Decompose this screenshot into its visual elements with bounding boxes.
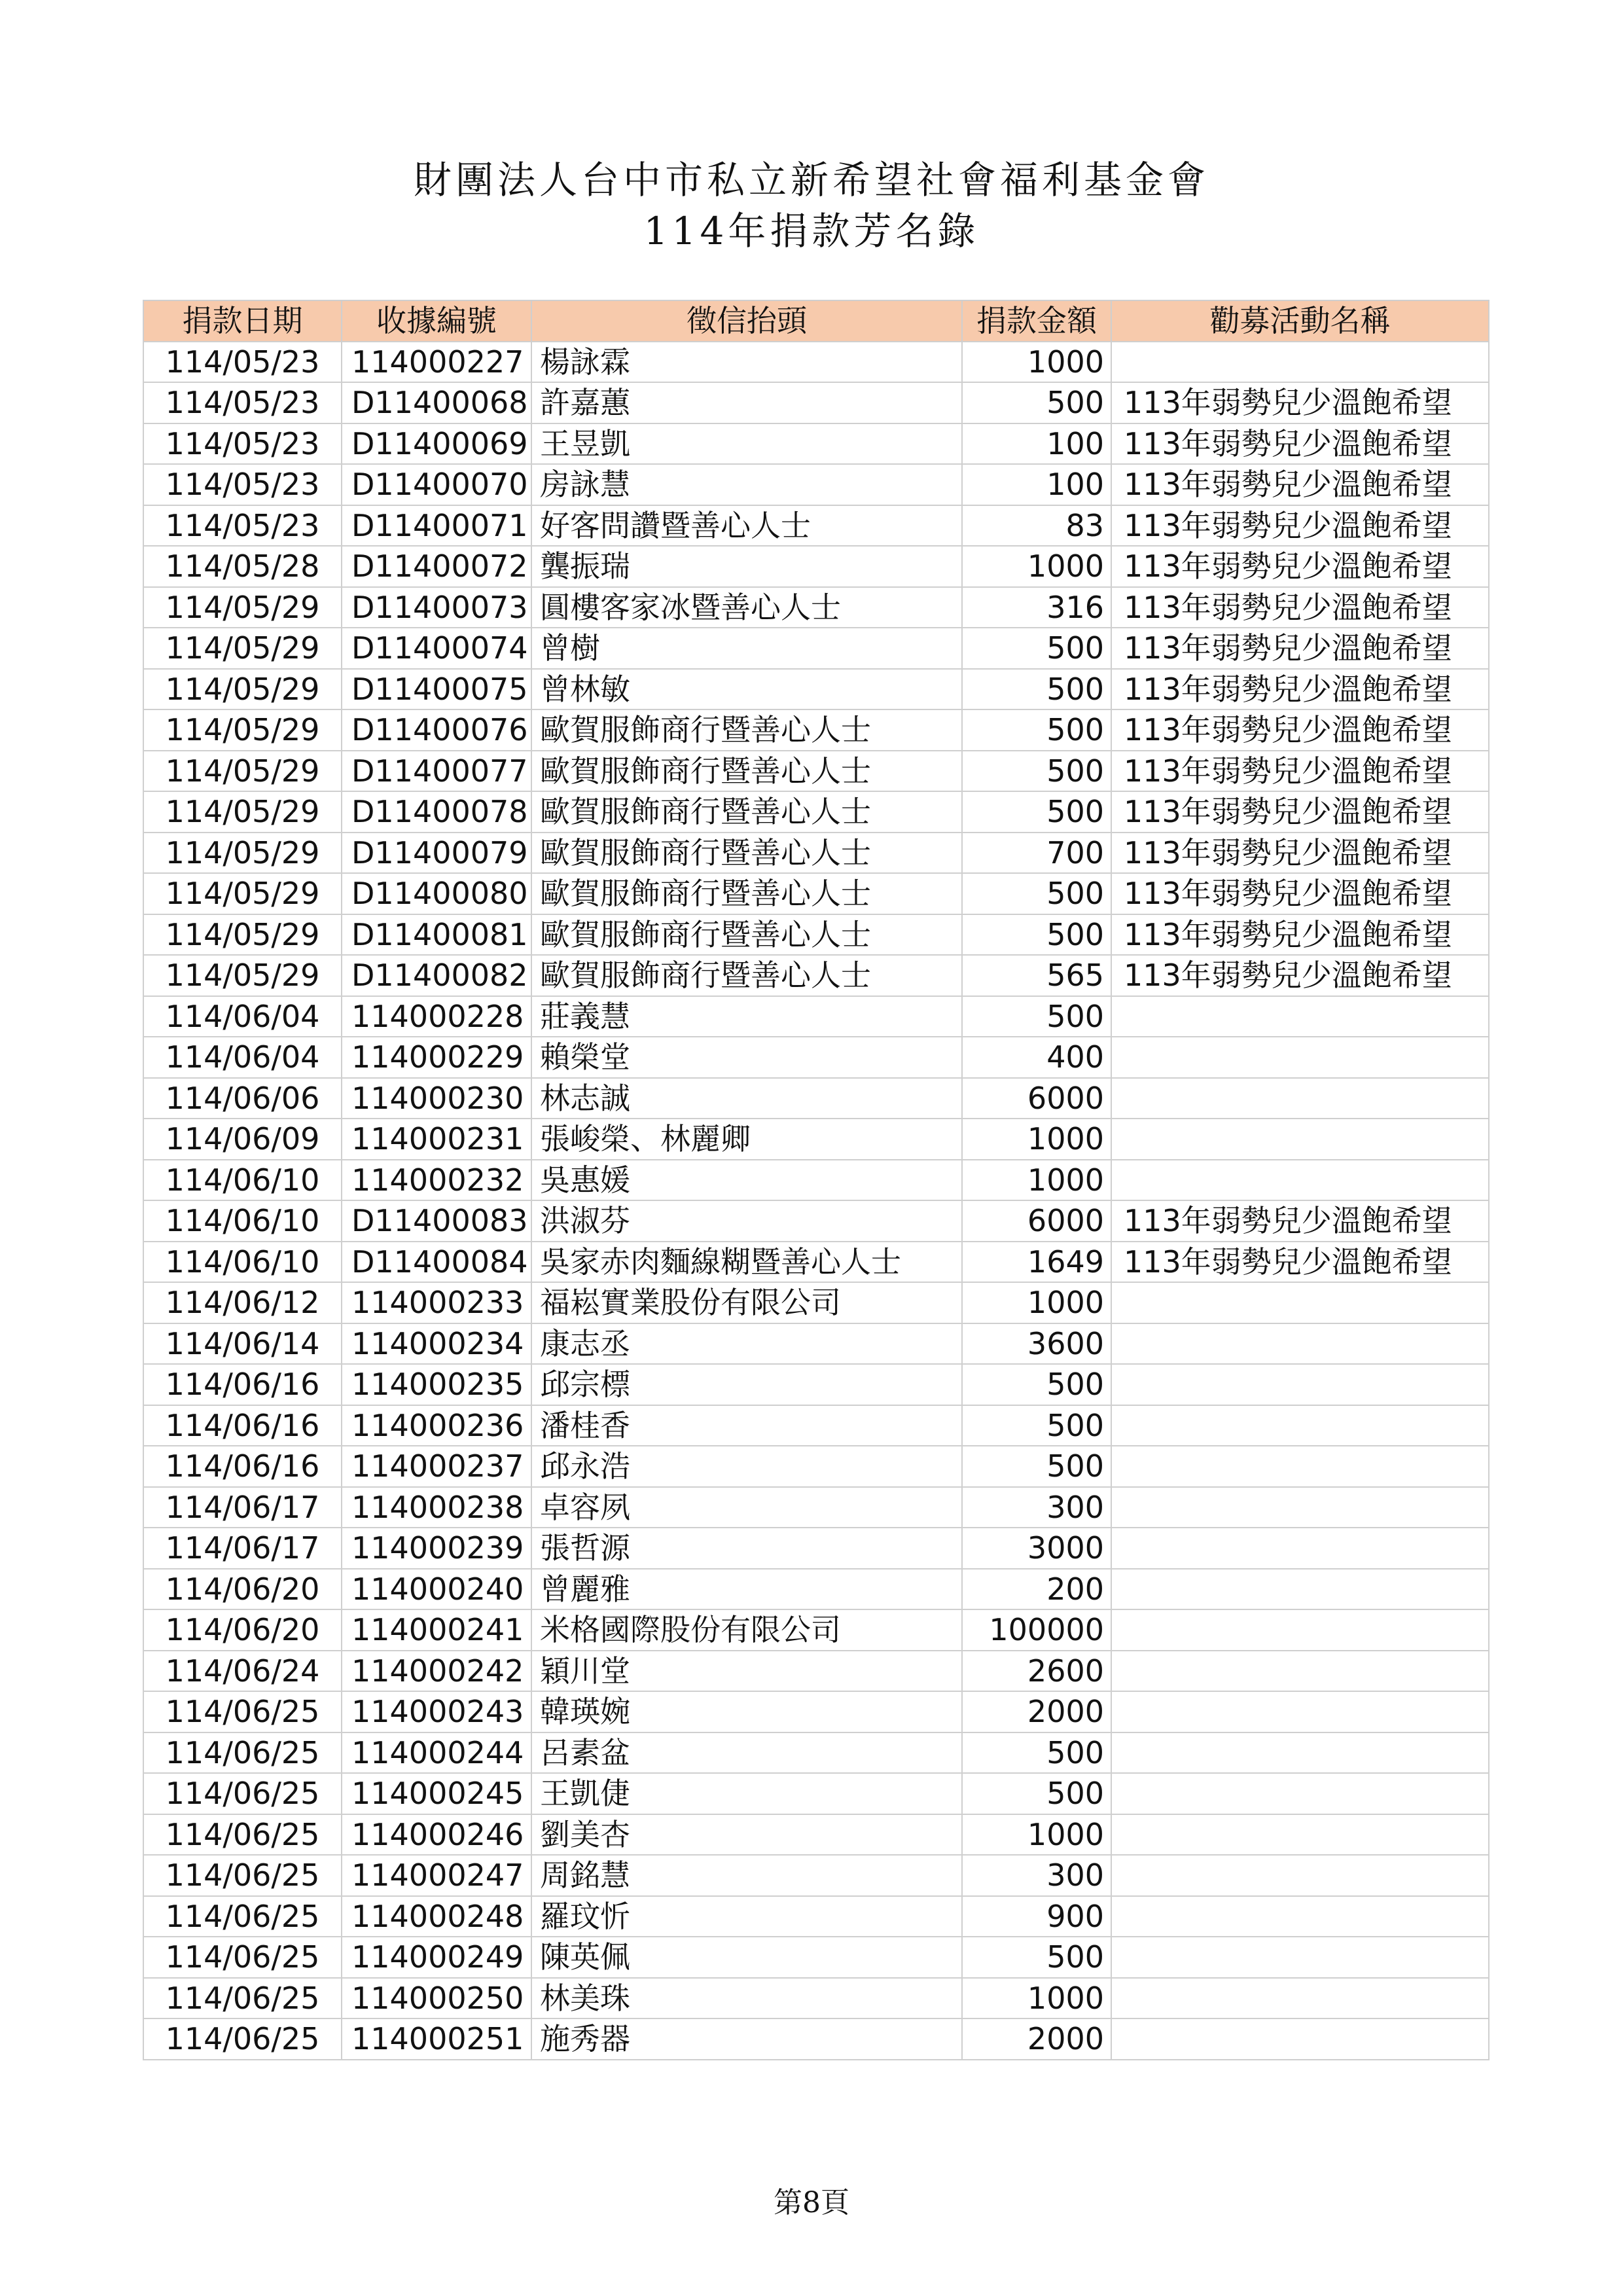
donor-name-cell: 吳惠媛 bbox=[531, 1160, 962, 1201]
receipt-number-cell: D11400073 bbox=[342, 587, 531, 628]
donor-name-cell: 圓樓客家冰暨善心人士 bbox=[531, 587, 962, 628]
receipt-number-cell: D11400072 bbox=[342, 546, 531, 587]
table-row bbox=[143, 464, 1489, 505]
table-row bbox=[143, 833, 1489, 874]
campaign-name-cell: 113年弱勢兒少溫飽希望 bbox=[1111, 546, 1489, 587]
donation-date-cell: 114/06/25 bbox=[143, 1978, 342, 2019]
donor-name-cell: 米格國際股份有限公司 bbox=[531, 1609, 962, 1651]
amount-cell: 900 bbox=[962, 1896, 1111, 1937]
campaign-name-cell bbox=[1111, 1773, 1489, 1814]
donation-date-cell: 114/06/12 bbox=[143, 1282, 342, 1323]
donation-date-cell: 114/06/17 bbox=[143, 1528, 342, 1569]
amount-cell: 2600 bbox=[962, 1651, 1111, 1692]
donation-date-cell: 114/06/20 bbox=[143, 1569, 342, 1610]
amount-cell: 300 bbox=[962, 1487, 1111, 1528]
amount-cell: 500 bbox=[962, 1446, 1111, 1487]
donation-date-cell: 114/06/16 bbox=[143, 1446, 342, 1487]
campaign-name-cell: 113年弱勢兒少溫飽希望 bbox=[1111, 914, 1489, 956]
donor-name-cell: 張哲源 bbox=[531, 1528, 962, 1569]
table-row bbox=[143, 1119, 1489, 1160]
campaign-name-cell: 113年弱勢兒少溫飽希望 bbox=[1111, 505, 1489, 547]
amount-cell: 1000 bbox=[962, 1119, 1111, 1160]
amount-cell: 500 bbox=[962, 1773, 1111, 1814]
donation-date-cell: 114/06/09 bbox=[143, 1119, 342, 1160]
receipt-number-cell: 114000243 bbox=[342, 1691, 531, 1732]
campaign-name-cell bbox=[1111, 1405, 1489, 1446]
amount-cell: 1000 bbox=[962, 546, 1111, 587]
campaign-name-cell bbox=[1111, 1364, 1489, 1405]
table-row bbox=[143, 709, 1489, 751]
donor-name-cell: 房詠慧 bbox=[531, 464, 962, 505]
donor-name-cell: 福崧實業股份有限公司 bbox=[531, 1282, 962, 1323]
document-subtitle: 114年捐款芳名錄 bbox=[643, 209, 980, 253]
table-row bbox=[143, 1937, 1489, 1978]
donation-date-cell: 114/06/25 bbox=[143, 1691, 342, 1732]
campaign-name-cell: 113年弱勢兒少溫飽希望 bbox=[1111, 709, 1489, 751]
donor-name-cell: 曾林敏 bbox=[531, 669, 962, 710]
table-row bbox=[143, 1855, 1489, 1896]
donation-date-cell: 114/06/06 bbox=[143, 1078, 342, 1119]
header-donation-date: 捐款日期 bbox=[143, 300, 342, 342]
donation-date-cell: 114/06/20 bbox=[143, 1609, 342, 1651]
amount-cell: 500 bbox=[962, 1405, 1111, 1446]
amount-cell: 6000 bbox=[962, 1078, 1111, 1119]
table-row bbox=[143, 505, 1489, 547]
amount-cell: 316 bbox=[962, 587, 1111, 628]
donation-date-cell: 114/06/25 bbox=[143, 2018, 342, 2060]
campaign-name-cell bbox=[1111, 1528, 1489, 1569]
donor-name-cell: 康志丞 bbox=[531, 1323, 962, 1365]
table-row bbox=[143, 1160, 1489, 1201]
campaign-name-cell bbox=[1111, 1651, 1489, 1692]
campaign-name-cell bbox=[1111, 1119, 1489, 1160]
donor-name-cell: 歐賀服飾商行暨善心人士 bbox=[531, 914, 962, 956]
receipt-number-cell: D11400071 bbox=[342, 505, 531, 547]
campaign-name-cell bbox=[1111, 1814, 1489, 1856]
amount-cell: 400 bbox=[962, 1037, 1111, 1078]
donor-name-cell: 卓容夙 bbox=[531, 1487, 962, 1528]
amount-cell: 83 bbox=[962, 505, 1111, 547]
campaign-name-cell bbox=[1111, 1078, 1489, 1119]
table-row bbox=[143, 873, 1489, 914]
donor-name-cell: 施秀器 bbox=[531, 2018, 962, 2060]
receipt-number-cell: 114000245 bbox=[342, 1773, 531, 1814]
receipt-number-cell: 114000237 bbox=[342, 1446, 531, 1487]
donation-date-cell: 114/05/29 bbox=[143, 914, 342, 956]
donation-date-cell: 114/06/10 bbox=[143, 1200, 342, 1242]
header-row bbox=[143, 300, 1489, 342]
receipt-number-cell: 114000234 bbox=[342, 1323, 531, 1365]
campaign-name-cell bbox=[1111, 1160, 1489, 1201]
donation-date-cell: 114/05/29 bbox=[143, 669, 342, 710]
donor-name-cell: 林美珠 bbox=[531, 1978, 962, 2019]
donation-date-cell: 114/05/29 bbox=[143, 628, 342, 669]
donation-date-cell: 114/05/29 bbox=[143, 587, 342, 628]
donation-date-cell: 114/05/23 bbox=[143, 423, 342, 465]
donation-date-cell: 114/05/23 bbox=[143, 342, 342, 383]
table-row bbox=[143, 1528, 1489, 1569]
table-row bbox=[143, 955, 1489, 996]
donor-name-cell: 邱宗標 bbox=[531, 1364, 962, 1405]
amount-cell: 200 bbox=[962, 1569, 1111, 1610]
donor-name-cell: 許嘉蕙 bbox=[531, 382, 962, 423]
amount-cell: 1000 bbox=[962, 1282, 1111, 1323]
amount-cell: 500 bbox=[962, 709, 1111, 751]
table-row bbox=[143, 1732, 1489, 1774]
amount-cell: 1000 bbox=[962, 1814, 1111, 1856]
campaign-name-cell: 113年弱勢兒少溫飽希望 bbox=[1111, 1242, 1489, 1283]
campaign-name-cell bbox=[1111, 1323, 1489, 1365]
table-row bbox=[143, 342, 1489, 383]
receipt-number-cell: D11400077 bbox=[342, 751, 531, 792]
campaign-name-cell bbox=[1111, 996, 1489, 1037]
receipt-number-cell: 114000228 bbox=[342, 996, 531, 1037]
receipt-number-cell: 114000250 bbox=[342, 1978, 531, 2019]
donation-date-cell: 114/06/10 bbox=[143, 1242, 342, 1283]
amount-cell: 500 bbox=[962, 996, 1111, 1037]
donation-date-cell: 114/06/14 bbox=[143, 1323, 342, 1365]
donation-date-cell: 114/05/29 bbox=[143, 709, 342, 751]
donation-date-cell: 114/05/29 bbox=[143, 751, 342, 792]
donor-name-cell: 吳家赤肉麵線糊暨善心人士 bbox=[531, 1242, 962, 1283]
campaign-name-cell bbox=[1111, 1896, 1489, 1937]
table-row bbox=[143, 1078, 1489, 1119]
amount-cell: 1000 bbox=[962, 1978, 1111, 2019]
donor-name-cell: 王昱凱 bbox=[531, 423, 962, 465]
donation-date-cell: 114/06/16 bbox=[143, 1364, 342, 1405]
donor-name-cell: 潘桂香 bbox=[531, 1405, 962, 1446]
receipt-number-cell: 114000249 bbox=[342, 1937, 531, 1978]
campaign-name-cell: 113年弱勢兒少溫飽希望 bbox=[1111, 382, 1489, 423]
campaign-name-cell bbox=[1111, 1855, 1489, 1896]
amount-cell: 100 bbox=[962, 464, 1111, 505]
receipt-number-cell: 114000248 bbox=[342, 1896, 531, 1937]
donor-name-cell: 歐賀服飾商行暨善心人士 bbox=[531, 955, 962, 996]
donor-name-cell: 林志誠 bbox=[531, 1078, 962, 1119]
campaign-name-cell: 113年弱勢兒少溫飽希望 bbox=[1111, 628, 1489, 669]
donation-date-cell: 114/06/17 bbox=[143, 1487, 342, 1528]
amount-cell: 500 bbox=[962, 628, 1111, 669]
table-row bbox=[143, 669, 1489, 710]
donation-date-cell: 114/05/23 bbox=[143, 505, 342, 547]
donor-name-cell: 羅玟忻 bbox=[531, 1896, 962, 1937]
amount-cell: 1000 bbox=[962, 1160, 1111, 1201]
table-row bbox=[143, 1814, 1489, 1856]
table-row bbox=[143, 914, 1489, 956]
donor-name-cell: 歐賀服飾商行暨善心人士 bbox=[531, 791, 962, 833]
amount-cell: 1000 bbox=[962, 342, 1111, 383]
amount-cell: 6000 bbox=[962, 1200, 1111, 1242]
donor-name-cell: 呂素盆 bbox=[531, 1732, 962, 1774]
table-row bbox=[143, 1651, 1489, 1692]
table-row bbox=[143, 1323, 1489, 1365]
donor-name-cell: 龔振瑞 bbox=[531, 546, 962, 587]
campaign-name-cell: 113年弱勢兒少溫飽希望 bbox=[1111, 833, 1489, 874]
donation-date-cell: 114/06/25 bbox=[143, 1855, 342, 1896]
receipt-number-cell: D11400081 bbox=[342, 914, 531, 956]
receipt-number-cell: D11400068 bbox=[342, 382, 531, 423]
campaign-name-cell: 113年弱勢兒少溫飽希望 bbox=[1111, 791, 1489, 833]
receipt-number-cell: D11400079 bbox=[342, 833, 531, 874]
table-row bbox=[143, 1487, 1489, 1528]
receipt-number-cell: 114000244 bbox=[342, 1732, 531, 1774]
receipt-number-cell: D11400076 bbox=[342, 709, 531, 751]
donation-date-cell: 114/06/10 bbox=[143, 1160, 342, 1201]
header-amount: 捐款金額 bbox=[962, 300, 1111, 342]
campaign-name-cell bbox=[1111, 1282, 1489, 1323]
table-row bbox=[143, 1569, 1489, 1610]
table-row bbox=[143, 628, 1489, 669]
table-row bbox=[143, 1896, 1489, 1937]
amount-cell: 3000 bbox=[962, 1528, 1111, 1569]
table-row bbox=[143, 1773, 1489, 1814]
receipt-number-cell: 114000238 bbox=[342, 1487, 531, 1528]
receipt-number-cell: D11400080 bbox=[342, 873, 531, 914]
table-row bbox=[143, 1282, 1489, 1323]
campaign-name-cell: 113年弱勢兒少溫飽希望 bbox=[1111, 464, 1489, 505]
donor-name-cell: 邱永浩 bbox=[531, 1446, 962, 1487]
table-row bbox=[143, 751, 1489, 792]
receipt-number-cell: D11400075 bbox=[342, 669, 531, 710]
table-row bbox=[143, 382, 1489, 423]
table-row bbox=[143, 423, 1489, 465]
header-donor-name: 徵信抬頭 bbox=[531, 300, 962, 342]
table-row bbox=[143, 1446, 1489, 1487]
receipt-number-cell: D11400084 bbox=[342, 1242, 531, 1283]
table-body bbox=[143, 342, 1489, 2060]
donation-table bbox=[143, 300, 1489, 2060]
amount-cell: 500 bbox=[962, 1732, 1111, 1774]
donation-date-cell: 114/06/25 bbox=[143, 1773, 342, 1814]
donor-name-cell: 莊義慧 bbox=[531, 996, 962, 1037]
campaign-name-cell: 113年弱勢兒少溫飽希望 bbox=[1111, 873, 1489, 914]
amount-cell: 100000 bbox=[962, 1609, 1111, 1651]
donation-date-cell: 114/05/29 bbox=[143, 873, 342, 914]
table-row bbox=[143, 1037, 1489, 1078]
table-header bbox=[143, 300, 1489, 342]
campaign-name-cell bbox=[1111, 1732, 1489, 1774]
table-row bbox=[143, 1978, 1489, 2019]
campaign-name-cell bbox=[1111, 1609, 1489, 1651]
amount-cell: 500 bbox=[962, 1364, 1111, 1405]
receipt-number-cell: D11400070 bbox=[342, 464, 531, 505]
receipt-number-cell: D11400082 bbox=[342, 955, 531, 996]
amount-cell: 500 bbox=[962, 791, 1111, 833]
donor-name-cell: 曾樹 bbox=[531, 628, 962, 669]
receipt-number-cell: 114000231 bbox=[342, 1119, 531, 1160]
donation-date-cell: 114/05/23 bbox=[143, 382, 342, 423]
amount-cell: 300 bbox=[962, 1855, 1111, 1896]
receipt-number-cell: 114000230 bbox=[342, 1078, 531, 1119]
table-row bbox=[143, 1364, 1489, 1405]
donation-date-cell: 114/05/29 bbox=[143, 833, 342, 874]
receipt-number-cell: 114000251 bbox=[342, 2018, 531, 2060]
campaign-name-cell bbox=[1111, 1037, 1489, 1078]
amount-cell: 500 bbox=[962, 382, 1111, 423]
donation-date-cell: 114/05/29 bbox=[143, 955, 342, 996]
receipt-number-cell: D11400069 bbox=[342, 423, 531, 465]
amount-cell: 3600 bbox=[962, 1323, 1111, 1365]
table-row bbox=[143, 587, 1489, 628]
campaign-name-cell bbox=[1111, 1487, 1489, 1528]
receipt-number-cell: 114000239 bbox=[342, 1528, 531, 1569]
campaign-name-cell: 113年弱勢兒少溫飽希望 bbox=[1111, 1200, 1489, 1242]
donor-name-cell: 周銘慧 bbox=[531, 1855, 962, 1896]
receipt-number-cell: D11400083 bbox=[342, 1200, 531, 1242]
donor-name-cell: 楊詠霖 bbox=[531, 342, 962, 383]
amount-cell: 500 bbox=[962, 914, 1111, 956]
campaign-name-cell bbox=[1111, 1446, 1489, 1487]
amount-cell: 500 bbox=[962, 751, 1111, 792]
donor-name-cell: 洪淑芬 bbox=[531, 1200, 962, 1242]
donor-name-cell: 歐賀服飾商行暨善心人士 bbox=[531, 751, 962, 792]
donor-name-cell: 歐賀服飾商行暨善心人士 bbox=[531, 873, 962, 914]
campaign-name-cell bbox=[1111, 342, 1489, 383]
receipt-number-cell: D11400074 bbox=[342, 628, 531, 669]
table-row bbox=[143, 1609, 1489, 1651]
campaign-name-cell: 113年弱勢兒少溫飽希望 bbox=[1111, 587, 1489, 628]
amount-cell: 1649 bbox=[962, 1242, 1111, 1283]
receipt-number-cell: 114000236 bbox=[342, 1405, 531, 1446]
campaign-name-cell bbox=[1111, 1937, 1489, 1978]
donor-name-cell: 歐賀服飾商行暨善心人士 bbox=[531, 709, 962, 751]
amount-cell: 2000 bbox=[962, 2018, 1111, 2060]
donor-name-cell: 賴榮堂 bbox=[531, 1037, 962, 1078]
amount-cell: 2000 bbox=[962, 1691, 1111, 1732]
donor-name-cell: 歐賀服飾商行暨善心人士 bbox=[531, 833, 962, 874]
header-campaign-name: 勸募活動名稱 bbox=[1111, 300, 1489, 342]
donor-name-cell: 王凱倢 bbox=[531, 1773, 962, 1814]
table-row bbox=[143, 791, 1489, 833]
document-title: 財團法人台中市私立新希望社會福利基金會 bbox=[413, 158, 1209, 202]
receipt-number-cell: D11400078 bbox=[342, 791, 531, 833]
table-row bbox=[143, 1691, 1489, 1732]
receipt-number-cell: 114000246 bbox=[342, 1814, 531, 1856]
donor-name-cell: 曾麗雅 bbox=[531, 1569, 962, 1610]
campaign-name-cell: 113年弱勢兒少溫飽希望 bbox=[1111, 751, 1489, 792]
campaign-name-cell bbox=[1111, 1691, 1489, 1732]
table-row bbox=[143, 996, 1489, 1037]
amount-cell: 500 bbox=[962, 873, 1111, 914]
donation-date-cell: 114/05/28 bbox=[143, 546, 342, 587]
receipt-number-cell: 114000232 bbox=[342, 1160, 531, 1201]
campaign-name-cell bbox=[1111, 2018, 1489, 2060]
receipt-number-cell: 114000227 bbox=[342, 342, 531, 383]
donor-name-cell: 張峻榮、林麗卿 bbox=[531, 1119, 962, 1160]
donation-date-cell: 114/06/04 bbox=[143, 996, 342, 1037]
donor-name-cell: 韓瑛婉 bbox=[531, 1691, 962, 1732]
amount-cell: 565 bbox=[962, 955, 1111, 996]
table-row bbox=[143, 546, 1489, 587]
receipt-number-cell: 114000247 bbox=[342, 1855, 531, 1896]
receipt-number-cell: 114000229 bbox=[342, 1037, 531, 1078]
receipt-number-cell: 114000235 bbox=[342, 1364, 531, 1405]
amount-cell: 500 bbox=[962, 669, 1111, 710]
amount-cell: 700 bbox=[962, 833, 1111, 874]
campaign-name-cell: 113年弱勢兒少溫飽希望 bbox=[1111, 669, 1489, 710]
donation-date-cell: 114/05/29 bbox=[143, 791, 342, 833]
receipt-number-cell: 114000240 bbox=[342, 1569, 531, 1610]
table-row bbox=[143, 1405, 1489, 1446]
campaign-name-cell: 113年弱勢兒少溫飽希望 bbox=[1111, 423, 1489, 465]
donation-date-cell: 114/06/25 bbox=[143, 1937, 342, 1978]
campaign-name-cell bbox=[1111, 1978, 1489, 2019]
table-row bbox=[143, 1200, 1489, 1242]
amount-cell: 100 bbox=[962, 423, 1111, 465]
donor-name-cell: 劉美杏 bbox=[531, 1814, 962, 1856]
campaign-name-cell bbox=[1111, 1569, 1489, 1610]
campaign-name-cell: 113年弱勢兒少溫飽希望 bbox=[1111, 955, 1489, 996]
donation-date-cell: 114/06/25 bbox=[143, 1814, 342, 1856]
donor-name-cell: 陳英佩 bbox=[531, 1937, 962, 1978]
receipt-number-cell: 114000241 bbox=[342, 1609, 531, 1651]
donation-date-cell: 114/06/25 bbox=[143, 1896, 342, 1937]
donation-date-cell: 114/06/16 bbox=[143, 1405, 342, 1446]
header-receipt-number: 收據編號 bbox=[342, 300, 531, 342]
donor-name-cell: 好客問讚暨善心人士 bbox=[531, 505, 962, 547]
donation-date-cell: 114/06/24 bbox=[143, 1651, 342, 1692]
donation-date-cell: 114/06/25 bbox=[143, 1732, 342, 1774]
table-row bbox=[143, 2018, 1489, 2060]
receipt-number-cell: 114000242 bbox=[342, 1651, 531, 1692]
receipt-number-cell: 114000233 bbox=[342, 1282, 531, 1323]
donation-date-cell: 114/06/04 bbox=[143, 1037, 342, 1078]
page-number: 第8頁 bbox=[774, 2186, 849, 2219]
donor-name-cell: 穎川堂 bbox=[531, 1651, 962, 1692]
amount-cell: 500 bbox=[962, 1937, 1111, 1978]
table-row bbox=[143, 1242, 1489, 1283]
donation-date-cell: 114/05/23 bbox=[143, 464, 342, 505]
